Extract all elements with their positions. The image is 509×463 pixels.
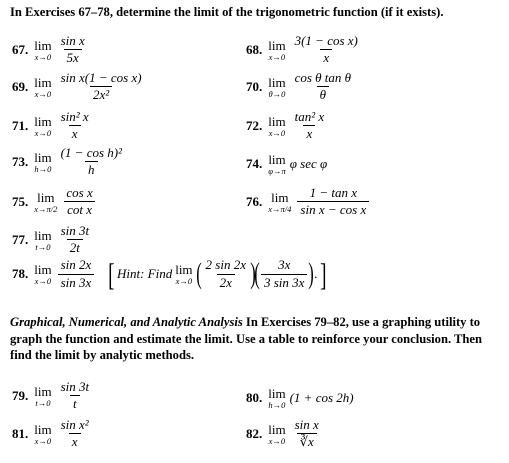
- limit-operator: lim x→0: [268, 421, 286, 446]
- fraction: $\frac{\text{1 − tan x}}{\text{sin x − cos x}}$: [297, 186, 369, 218]
- exercise-74: [246, 153, 327, 176]
- hint: [ Hint: Find lim x→0 ( $\frac{2 \sin 2x}{2x}$ ) ( $\frac{3x}{3 \sin 3x}$ ) . ]: [108, 256, 327, 292]
- fraction: $\frac{\text{sin x²}}{x}$: [60, 417, 89, 450]
- limit-operator: lim x→0: [34, 37, 52, 62]
- limit-operator: lim x→0: [34, 421, 52, 446]
- fraction: $\frac{\text{sin x}}{5x}$: [60, 33, 85, 66]
- exercise-number: 75.: [12, 193, 29, 209]
- exercise-71: [12, 110, 94, 142]
- fraction: $\frac{\text{cos x}}{\text{cot x}}$: [63, 186, 95, 218]
- exercise-68: [246, 34, 363, 66]
- fraction: $\frac{\text{sin² x}}{x}$: [60, 109, 89, 142]
- fraction: $\frac{\text{cos θ tan θ}}{\theta}$: [294, 70, 352, 103]
- exercise-number: 69.: [12, 78, 29, 94]
- limit-operator: lim x→0: [34, 74, 52, 99]
- limit-operator: lim t→0: [34, 227, 52, 252]
- fraction: $\frac{\sin 3t}{2t}$: [60, 223, 90, 256]
- section-heading-67-78: In Exercises 67–78, determine the limit of the trigonometric function (if it exists).: [10, 5, 444, 19]
- fraction: $\frac{\text{3(1 − cos x)}}{x}$: [294, 33, 358, 66]
- exercise-number: 81.: [12, 425, 29, 441]
- exercise-number: 77.: [12, 231, 29, 247]
- exercise-number: 70.: [246, 78, 263, 94]
- limit-operator: lim x→0: [34, 261, 52, 286]
- exercise-number: 82.: [246, 425, 263, 441]
- fraction: $\frac{\text{tan² x}}{x}$: [294, 109, 325, 142]
- exercise-number: 80.: [246, 390, 263, 406]
- limit-operator: lim x→0: [268, 113, 286, 138]
- exercise-73: [12, 146, 127, 178]
- exercise-75: [12, 186, 98, 218]
- exercise-number: 74.: [246, 156, 263, 172]
- limit-operator: lim θ→0: [268, 74, 286, 99]
- exercise-number: 72.: [246, 117, 263, 133]
- limit-operator: lim φ→π: [268, 152, 286, 176]
- exercise-number: 68.: [246, 41, 263, 57]
- exercise-number: 78.: [12, 266, 29, 281]
- fraction: $\frac{\text{(1 − cos h)²}}{h}$: [60, 145, 123, 178]
- exercise-number: 73.: [12, 153, 29, 169]
- limit-operator: lim x→π/4: [268, 189, 292, 214]
- limit-operator: lim h→0: [268, 386, 286, 410]
- fraction: $\frac{\text{sin x}}{∛x}$: [294, 417, 319, 450]
- fraction: $\frac{3x}{3 \sin 3x}$: [261, 258, 307, 290]
- fraction: $\frac{2 \sin 2x}{2x}$: [205, 257, 246, 290]
- exercise-number: 71.: [12, 117, 29, 133]
- exercise-67: [12, 34, 90, 66]
- exercise-81: [12, 418, 94, 450]
- limit-operator: lim h→0: [34, 149, 52, 174]
- exercise-82: [246, 418, 324, 450]
- expression: φ sec φ: [289, 156, 328, 172]
- limit-operator: lim x→0: [268, 37, 286, 62]
- exercise-77: [12, 224, 94, 256]
- fraction: $\frac{\sin 2x}{\sin 3x}$: [58, 258, 95, 290]
- exercise-number: 76.: [246, 193, 263, 209]
- fraction: $\frac{\sin 3t}{t}$: [60, 379, 90, 412]
- exercise-78: [12, 258, 328, 290]
- exercise-69: [12, 71, 147, 103]
- limit-operator: lim t→0: [34, 383, 52, 408]
- exercise-79: [12, 380, 94, 412]
- limit-operator: lim x→0: [34, 113, 52, 138]
- section-heading-79-82: Graphical, Numerical, and Analytic Analysis In Exercises 79–82, use a graphing utility to graph the function and estimate the limit. Use a table to reinforce your conclusion. Then find the limit by analytic methods.: [10, 315, 483, 362]
- expression: (1 + cos 2h): [289, 390, 354, 406]
- exercise-72: [246, 110, 329, 142]
- exercise-number: 79.: [12, 387, 29, 403]
- fraction: $\frac{\text{sin x(1 − cos x)}}{\text{2x²}}$: [60, 70, 142, 103]
- limit-operator: lim x→0: [175, 261, 193, 286]
- exercise-80: [246, 387, 354, 410]
- exercise-number: 67.: [12, 41, 29, 57]
- exercise-70: [246, 71, 356, 103]
- limit-operator: lim x→π/2: [34, 189, 58, 214]
- exercise-76: [246, 186, 371, 218]
